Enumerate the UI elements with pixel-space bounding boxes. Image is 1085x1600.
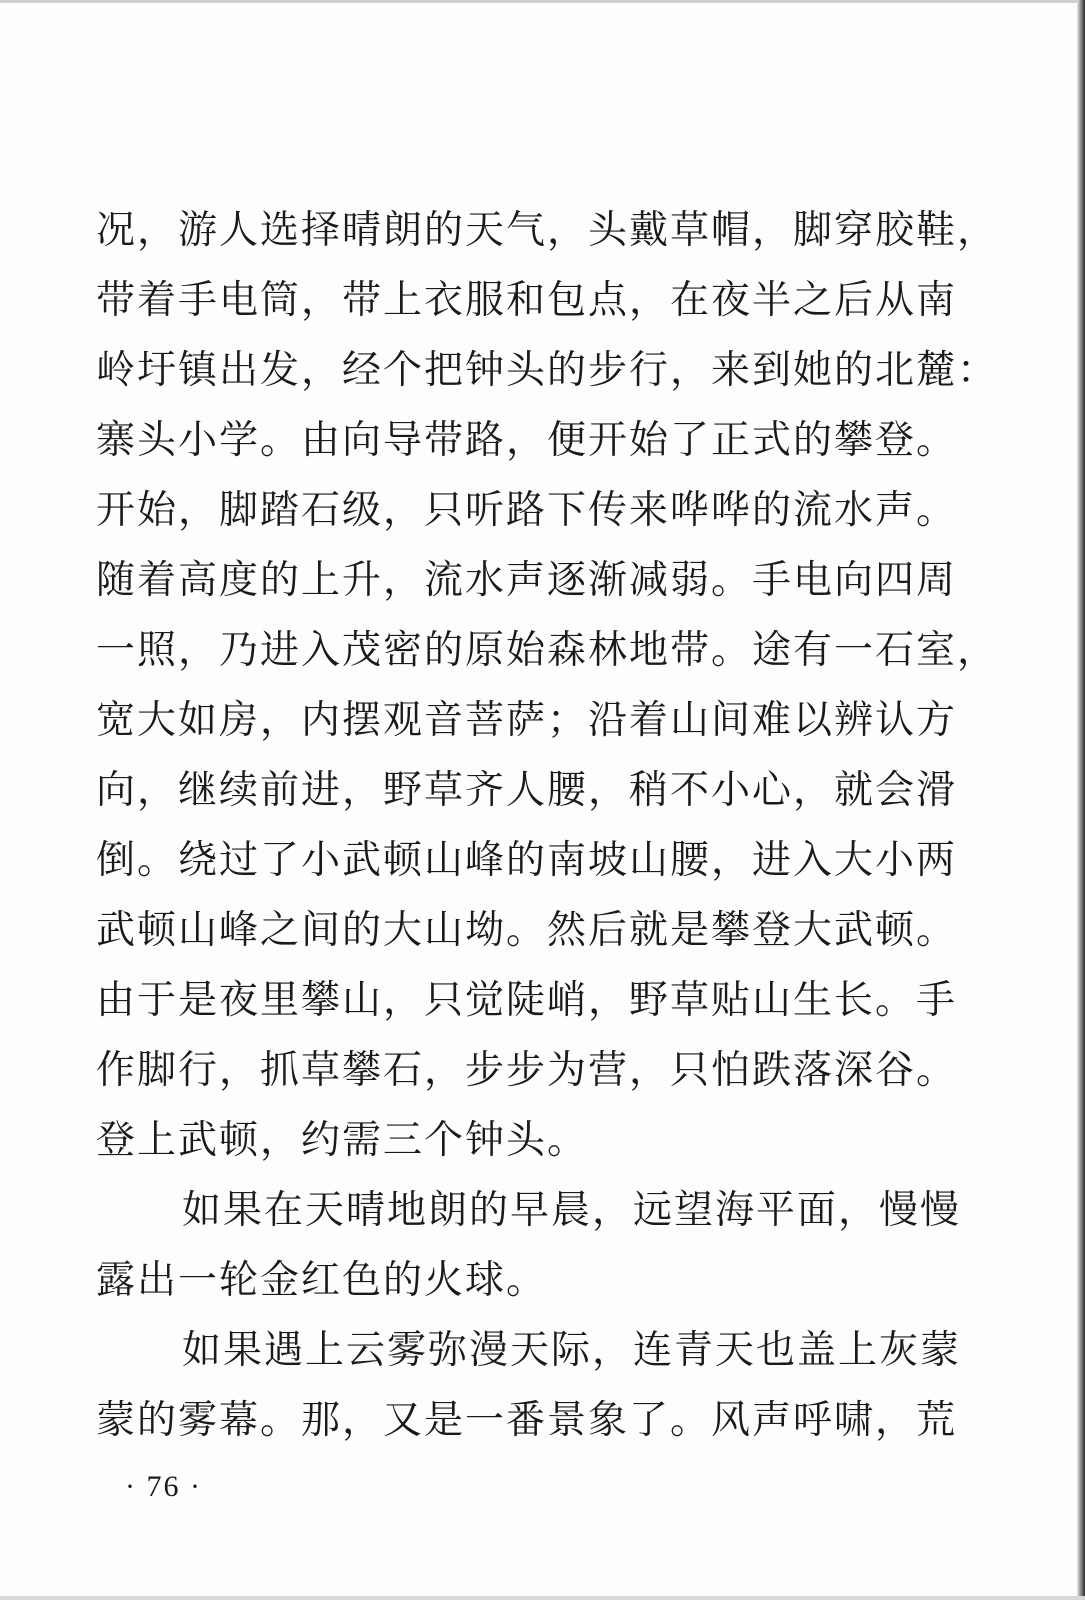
- paragraph: [96, 196, 999, 1176]
- text-line: 况，游人选择晴朗的天气，头戴草帽，脚穿胶鞋，: [96, 208, 999, 253]
- text-line: 露出一轮金红色的火球。: [96, 1258, 548, 1303]
- paragraph: [96, 1316, 962, 1456]
- page-binding-shadow: [1077, 0, 1085, 1600]
- body-text: [96, 196, 999, 1456]
- text-line: 一照，乃进入茂密的原始森林地带。途有一石室，: [96, 628, 999, 673]
- text-line: 如果遇上云雾弥漫天际，连青天也盖上灰蒙: [182, 1328, 962, 1373]
- text-line: 武顿山峰之间的大山坳。然后就是攀登大武顿。: [96, 908, 958, 953]
- page-bottom-edge: [0, 1596, 1085, 1600]
- text-line: 寨头小学。由向导带路，便开始了正式的攀登。: [96, 418, 958, 463]
- text-line: 倒。绕过了小武顿山峰的南坡山腰，进入大小两: [96, 838, 958, 883]
- text-line: 向，继续前进，野草齐人腰，稍不小心，就会滑: [96, 768, 958, 813]
- text-line: 随着高度的上升，流水声逐渐减弱。手电向四周: [96, 558, 958, 603]
- page-top-edge: [0, 0, 1085, 3]
- text-line: 登上武顿，约需三个钟头。: [96, 1118, 589, 1163]
- text-line: 作脚行，抓草攀石，步步为营，只怕跌落深谷。: [96, 1048, 958, 1093]
- page-number: · 76 ·: [125, 1470, 202, 1503]
- text-line: 蒙的雾幕。那，又是一番景象了。风声呼啸，荒: [96, 1398, 958, 1443]
- paragraph: [96, 1176, 962, 1316]
- text-line: 由于是夜里攀山，只觉陡峭，野草贴山生长。手: [96, 978, 958, 1023]
- text-line: 带着手电筒，带上衣服和包点，在夜半之后从南: [96, 278, 958, 323]
- text-line: 如果在天晴地朗的早晨，远望海平面，慢慢: [182, 1188, 962, 1233]
- text-line: 宽大如房，内摆观音菩萨；沿着山间难以辨认方: [96, 698, 958, 743]
- text-line: 岭圩镇出发，经个把钟头的步行，来到她的北麓：: [96, 348, 999, 393]
- text-line: 开始，脚踏石级，只听路下传来哗哗的流水声。: [96, 488, 958, 533]
